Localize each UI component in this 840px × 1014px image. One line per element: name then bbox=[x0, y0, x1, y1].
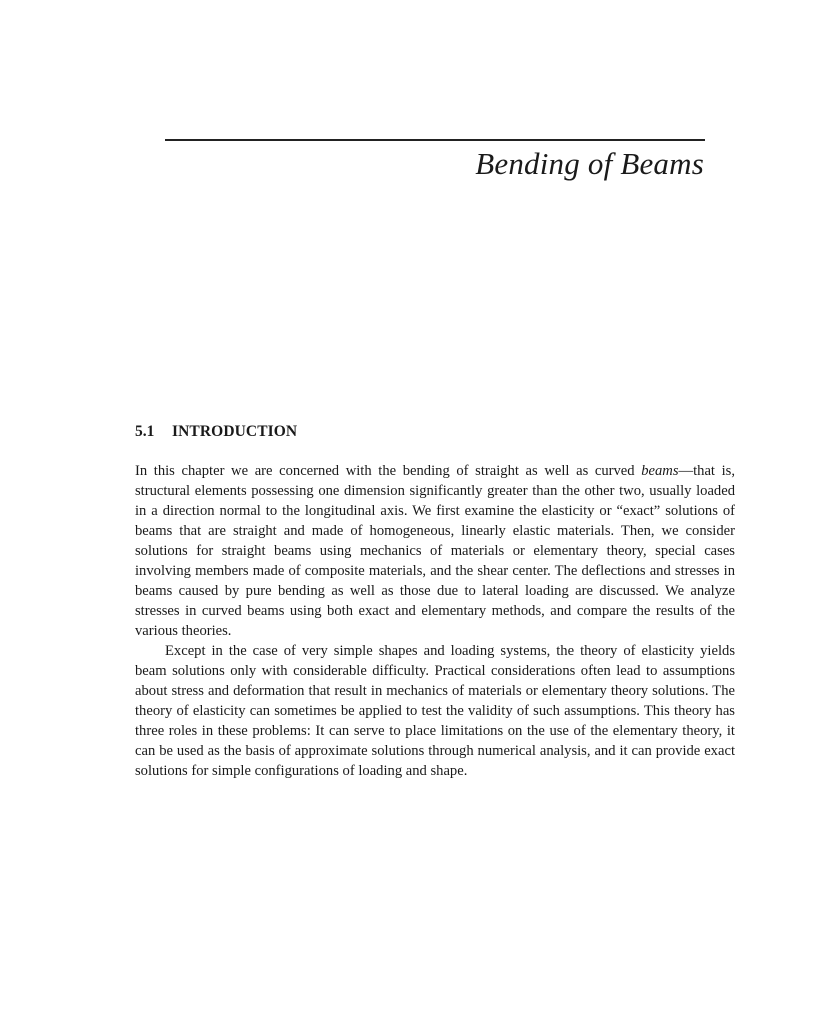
section-number: 5.1 bbox=[135, 423, 155, 440]
paragraph-1-rest: —that is, structural elements possessing one dimension significantly greater than the other two, usually loaded in a direction normal to the longitudinal axis. We first examine the elasticity or “exact” solutions of beams that are straight and made of homogeneous, linearly elastic materials. Then, we consider solutions for straight beams using mechanics of materials or elementary theory, special cases involving members made of composite materials, and the shear center. The deflections and stresses in beams caused by pure bending as well as those due to lateral loading are discussed. We analyze stresses in curved beams using both exact and elementary methods, and compare the results of the various theories. bbox=[135, 463, 735, 639]
paragraph-1 bbox=[135, 461, 735, 641]
section-title: INTRODUCTION bbox=[172, 423, 298, 440]
chapter-title: Bending of Beams bbox=[475, 146, 704, 181]
paragraph-1-emphasis: beams bbox=[641, 463, 679, 479]
section-heading bbox=[135, 423, 297, 441]
paragraph-2: Except in the case of very simple shapes and loading systems, the theory of elasticity yields beam solutions only with considerable difficulty. Practical considerations often lead to assumptions about stress and deformation that result in mechanics of materials or elementary theory solutions. The theory of elasticity can sometimes be applied to test the validity of such assumptions. This theory has three roles in these problems: It can serve to place limitations on the use of the elementary theory, it can be used as the basis of approximate solutions through numerical analysis, and it can provide exact solutions for simple configurations of loading and shape. bbox=[135, 643, 735, 779]
paragraph-1-lead: In this chapter we are concerned with the bending of straight as well as curved bbox=[135, 463, 642, 479]
body-text bbox=[135, 461, 735, 781]
chapter-rule bbox=[165, 139, 705, 141]
